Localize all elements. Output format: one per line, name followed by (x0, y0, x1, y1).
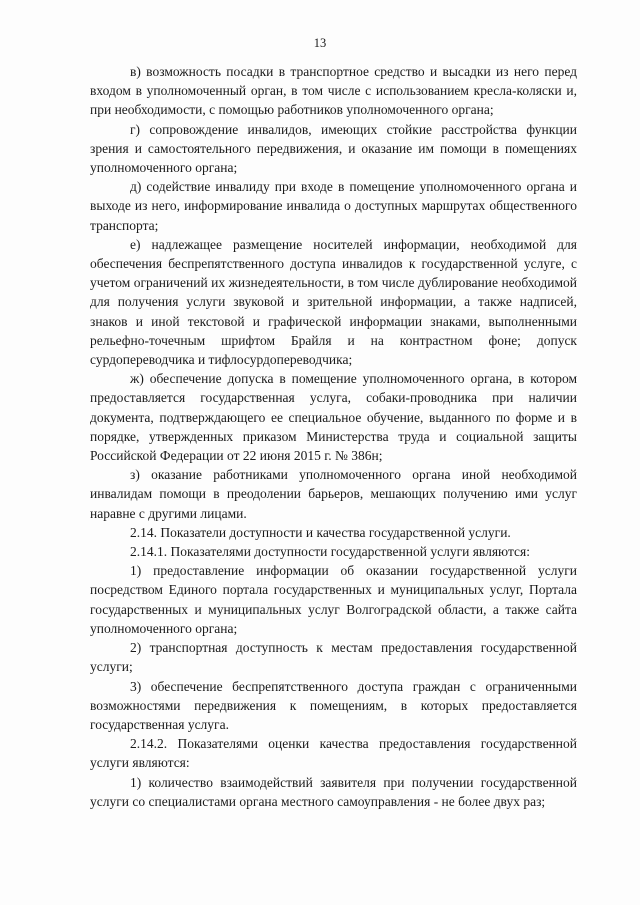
paragraph-zh-guide-dog: ж) обеспечение допуска в помещение уполномоченного органа, в котором предоставляется государственная услуга, собаки-проводника при наличии документа, подтверждающего ее специальное обучение, выданного по форме и в порядке, утвержденных приказом Министерства труда и социальной защиты Российской Федерации от 22 июня 2015 г. № 386н; (90, 371, 577, 464)
quality-item-1: 1) количество взаимодействий заявителя при получении государственной услуги со специалистами органа местного самоуправления - не более двух раз; (90, 774, 577, 809)
section-2-14-heading: 2.14. Показатели доступности и качества государственной услуги. (130, 524, 511, 540)
paragraph-e-information-placement: е) надлежащее размещение носителей информации, необходимой для обеспечения беспрепятственного доступа инвалидов к государственной услуге, с учетом ограничений их жизнедеятельности, в том числе дублирование необходимой для получения услуги звуковой и зрительной информации, а также надписей, знаков и иной текстовой и графической информации знаками, выполненными рельефно-точечным шрифтом Брайля и на контрастном фоне; допуск сурдопереводчика и тифлосурдопереводчика; (90, 236, 577, 368)
paragraph-g-escort: г) сопровождение инвалидов, имеющих стойкие расстройства функции зрения и самостоятельного передвижения, и оказание им помощи в помещениях уполномоченного органа; (90, 121, 577, 176)
document-body (90, 62, 577, 811)
availability-item-3: 3) обеспечение беспрепятственного доступа граждан с ограниченными возможностями передвижения к помещениям, в которых предоставляется государственная услуга. (90, 678, 577, 732)
paragraph-z-other-help: з) оказание работниками уполномоченного органа иной необходимой инвалидам помощи в преодолении барьеров, мешающих получению ими услуг наравне с другими лицами. (90, 467, 577, 521)
availability-item-1: 1) предоставление информации об оказании государственной услуги посредством Единого портала государственных и муниципальных услуг, Портала государственных и муниципальных услуг Волгоградской области, а также сайта уполномоченного органа; (90, 563, 577, 636)
paragraph-d-entry-assistance: д) содействие инвалиду при входе в помещение уполномоченного органа и выходе из него, информирование инвалида о доступных маршрутах общественного транспорта; (90, 179, 577, 233)
page-number: 13 (313, 36, 327, 50)
section-2-14-2-heading: 2.14.2. Показателями оценки качества предоставления государственной услуги являются: (90, 736, 577, 771)
section-2-14-1-heading: 2.14.1. Показателями доступности государственной услуги являются: (130, 544, 530, 560)
availability-item-2: 2) транспортная доступность к местам предоставления государственной услуги; (90, 640, 577, 675)
paragraph-v-vehicle-access: в) возможность посадки в транспортное средство и высадки из него перед входом в уполномоченный орган, в том числе с использованием кресла-коляски и, при необходимости, с помощью работников уполномоченного органа; (90, 64, 577, 118)
